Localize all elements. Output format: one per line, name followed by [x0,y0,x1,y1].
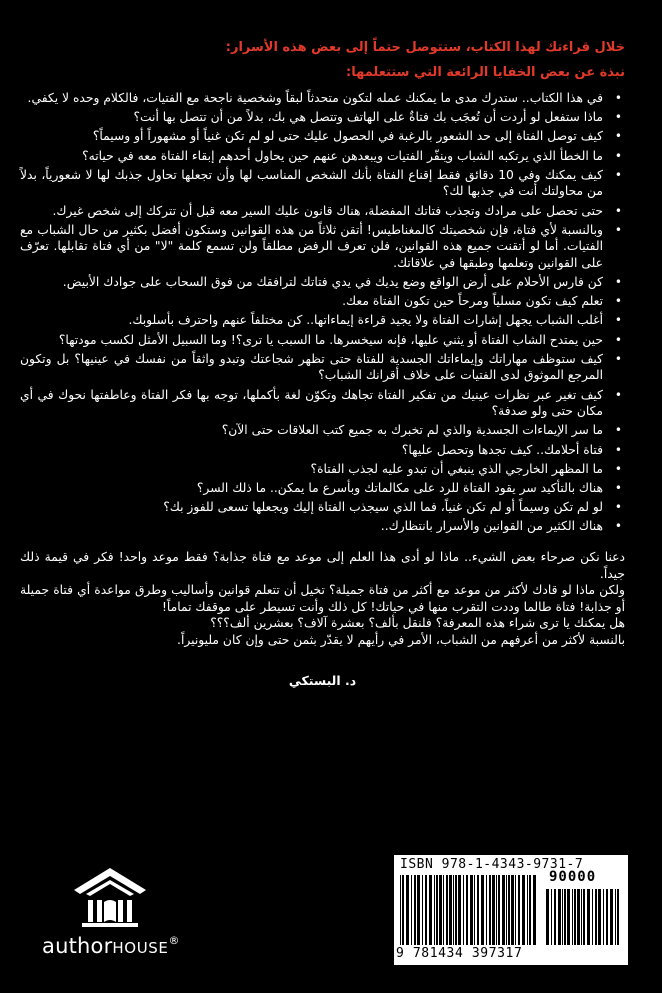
list-item: • كيف يمكنك وفي 10 دقائق فقط إقناع الفتاة بأنك الشخص المناسب لها وأن تجعلها تحاول جذبك لها لا شعورياً، بدلاً من محاولتك أنت في جذبها لك؟ [20,167,603,200]
headline-secrets: خلال قراءتك لهذا الكتاب، ستتوصل حتماً إلى بعض هذه الأسرار: [225,40,625,55]
barcode-bars [400,875,540,945]
secrets-list [20,90,625,535]
ean-digits: 9 781434 397317 [396,946,523,961]
author-signature: د. البستكي [288,672,357,688]
publisher-name: authorHOUSE® [42,934,180,958]
list-item: • حتى تحصل على مرادك وتجذب فتاتك المفضلة، هناك قانون عليك السير معه قبل أن تتركك إلى شخص غيرك. [20,203,603,220]
paragraph: دعنا نكن صرحاء بعض الشيء.. ماذا لو أدى هذا العلم إلى موعد مع فتاة جذابة؟ فقط موعد واحد! فكر في قيمة ذلك جيداً. [20,549,625,581]
isbn-barcode [394,855,628,965]
paragraph: ولكن ماذا لو قادك لأكثر من موعد مع أكثر من فتاة جميلة؟ تخيل أن تتعلم قوانين وأساليب وطرق مواعدة أي فتاة جميلة أو جذابة! فتاة طالما وددت التقرب منها في حياتك! كل ذلك وأنت تسيطر على موقفك تماماً! [20,583,625,614]
paragraph: بالنسبة لأكثر من أعرفهم من الشباب، الأمر في رأيهم لا يقدّر بثمن حتى وإن كان مليونيراً. [177,632,625,647]
list-item: • ما المظهر الخارجي الذي ينبغي أن تبدو عليه لجذب الفتاة؟ [20,461,603,478]
paragraph: هل يمكنك يا ترى شراء هذه المعرفة؟ فلنقل بألف؟ بعشرة آلاف؟ بعشرين ألف؟؟؟ [210,616,625,631]
list-item: • حين يمتدح الشاب الفتاة أو يثني عليها، فإنه سيخسرها. ما السبب يا ترى؟! وما السبيل الأمثل لكسب مودتها؟ [20,332,603,349]
list-item: • كن فارس الأحلام على أرض الواقع وضع يديك في يدي فتاتك لترافقك من فوق السحاب على جوادك الأبيض. [20,274,603,291]
house-book-icon [70,866,150,928]
list-item: • أغلب الشباب يجهل إشارات الفتاة ولا يجيد قراءة إيماءاتها.. كن مختلفاً عنهم واحترف بأسلوبك. [20,312,603,329]
price-barcode-bars [546,889,620,945]
headline-summary: نبذة عن بعض الخفايا الرائعة التي ستتعلمها: [346,65,625,80]
list-item: • ماذا ستفعل لو أردت أن تُعجَب بك فتاةٌ على الهاتف وتتصل هي بك، بدلاً من أن تتصل بها أنت؟ [20,109,603,126]
list-item: • هناك الكثير من القوانين والأسرار بانتظارك.. [20,518,603,535]
isbn-text: ISBN 978-1-4343-9731-7 [400,857,584,872]
publisher-logo [42,866,182,958]
list-item: • ما سر الإيماءات الجسدية والذي لم تخبرك به جميع كتب العلاقات حتى الآن؟ [20,422,603,439]
list-item: • تعلم كيف تكون مسلياً ومرحاً حين تكون الفتاة معك. [20,293,603,310]
list-item: • في هذا الكتاب.. ستدرك مدى ما يمكنك عمله لتكون متحدثاً لبقاً وشخصية ناجحة مع الفتيات، فالكلام وحده لا يكفي. [20,90,603,107]
list-item: • وبالنسبة لأي فتاة، فإن شخصيتك كالمغناطيس! أتقن ثلاثاً من هذه القوانين وستكون أفضل بكثير من حال الشباب مع الفتيات. أما لو أتقنت جميع هذه القوانين، فلن تعرف الرفض مطلقاً ولن تسمع كلمة "لا" من أي فتاة تقابلها. تعرّف على القوانين وتعلمها وطبقها في علاقاتك. [20,222,603,272]
list-item: • كيف تغير عبر نظرات عينيك من تفكير الفتاة تجاهك وتكوّن لغة بأكملها، توجه بها فكر الفتاة وعاطفتها نحوك في أي مكان حتى ولو صدفة؟ [20,387,603,420]
list-item: • لو لم تكن وسيماً أو لم تكن غنياً، فما الذي سيجذب الفتاة إليك ويجعلها تسعى للفوز بك؟ [20,499,603,516]
back-cover-text [20,38,625,688]
list-item: • كيف توصل الفتاة إلى حد الشعور بالرغبة في الحصول عليك حتى لو لم تكن غنياً أو مشهوراً أو وسيماً؟ [20,128,603,145]
list-item: • هناك بالتأكيد سر يقود الفتاة للرد على مكالماتك وبأسرع ما يمكن.. ما ذلك السر؟ [20,480,603,497]
price-code: 90000 [549,869,597,885]
list-item: • ما الخطأ الذي يرتكبه الشباب وينفّر الفتيات ويبعدهن عنهم حين يحاول أحدهم إبقاء الفتاة معه في حياته؟ [20,148,603,165]
list-item: • كيف ستوظف مهاراتك وإيماءاتك الجسدية للفتاة حتى تظهر شجاعتك وتبدو واثقاً من نفسك في عينيها؟ بل وتكون المرجع الموثوق لدى الفتيات على خلاف أقرانك الشباب؟ [20,351,603,384]
list-item: • فتاة أحلامك.. كيف تجدها وتحصل عليها؟ [20,442,603,459]
closing-paragraphs [20,549,625,649]
